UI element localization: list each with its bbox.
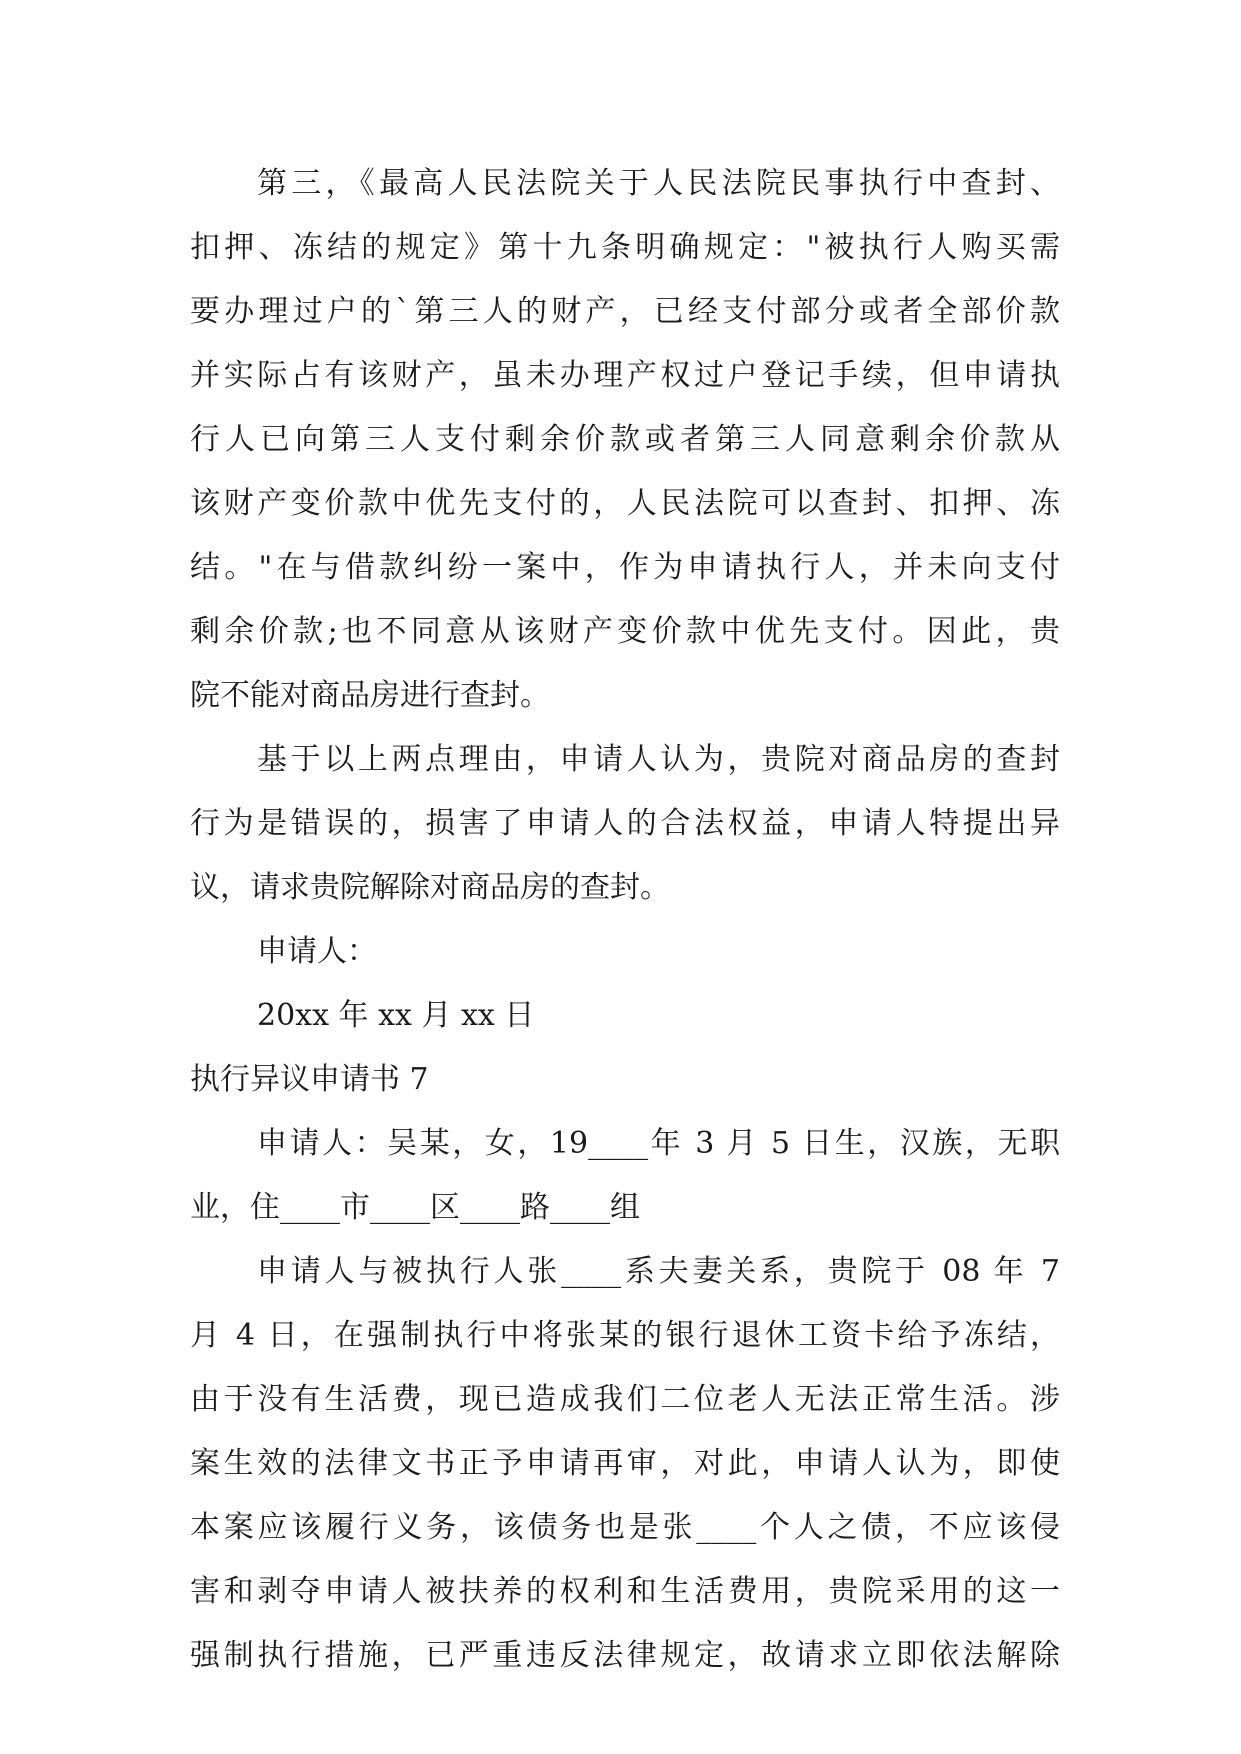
text-line: 20xx 年 xx 月 xx 日 <box>257 998 535 1033</box>
text-line: 该财产变价款中优先支付的，人民法院可以查封、扣押、冻 <box>190 486 1060 521</box>
text-line: 申请人： <box>257 934 377 969</box>
text-line: 行为是错误的，损害了申请人的合法权益，申请人特提出异 <box>190 806 1060 841</box>
text-line: 月 4 日，在强制执行中将张某的银行退休工资卡给予冻结， <box>190 1318 1060 1353</box>
text-line: 要办理过户的`第三人的财产，已经支付部分或者全部价款 <box>190 294 1060 329</box>
text-line: 基于以上两点理由，申请人认为，贵院对商品房的查封 <box>257 742 1060 777</box>
text-line: 由于没有生活费，现已造成我们二位老人无法正常生活。涉 <box>190 1382 1060 1417</box>
text-line: 害和剥夺申请人被扶养的权利和生活费用，贵院采用的这一 <box>190 1574 1060 1609</box>
text-line: 行人已向第三人支付剩余价款或者第三人同意剩余价款从 <box>190 422 1060 457</box>
text-line: 并实际占有该财产，虽未办理产权过户登记手续，但申请执 <box>190 358 1060 393</box>
text-line: 申请人：吴某，女，19____年 3 月 5 日生，汉族，无职 <box>257 1126 1060 1161</box>
text-line: 执行异议申请书 7 <box>190 1062 429 1097</box>
text-line: 强制执行措施，已严重违反法律规定，故请求立即依法解除 <box>190 1638 1060 1673</box>
text-line: 剩余价款;也不同意从该财产变价款中优先支付。因此，贵 <box>190 614 1060 649</box>
text-line: 第三，《最高人民法院关于人民法院民事执行中查封、 <box>257 166 1060 201</box>
text-line: 案生效的法律文书正予申请再审，对此，申请人认为，即使 <box>190 1446 1060 1481</box>
text-line: 申请人与被执行人张____系夫妻关系，贵院于 08 年 7 <box>257 1254 1060 1289</box>
text-line: 结。"在与借款纠纷一案中，作为申请执行人，并未向支付 <box>190 550 1060 585</box>
text-line: 议，请求贵院解除对商品房的查封。 <box>190 870 670 905</box>
text-line: 业，住____市____区____路____组 <box>190 1190 640 1225</box>
text-line: 院不能对商品房进行查封。 <box>190 678 550 713</box>
text-line: 扣押、冻结的规定》第十九条明确规定："被执行人购买需 <box>190 230 1060 265</box>
text-line: 本案应该履行义务，该债务也是张____个人之债，不应该侵 <box>190 1510 1060 1545</box>
document-body <box>190 152 1060 1688</box>
